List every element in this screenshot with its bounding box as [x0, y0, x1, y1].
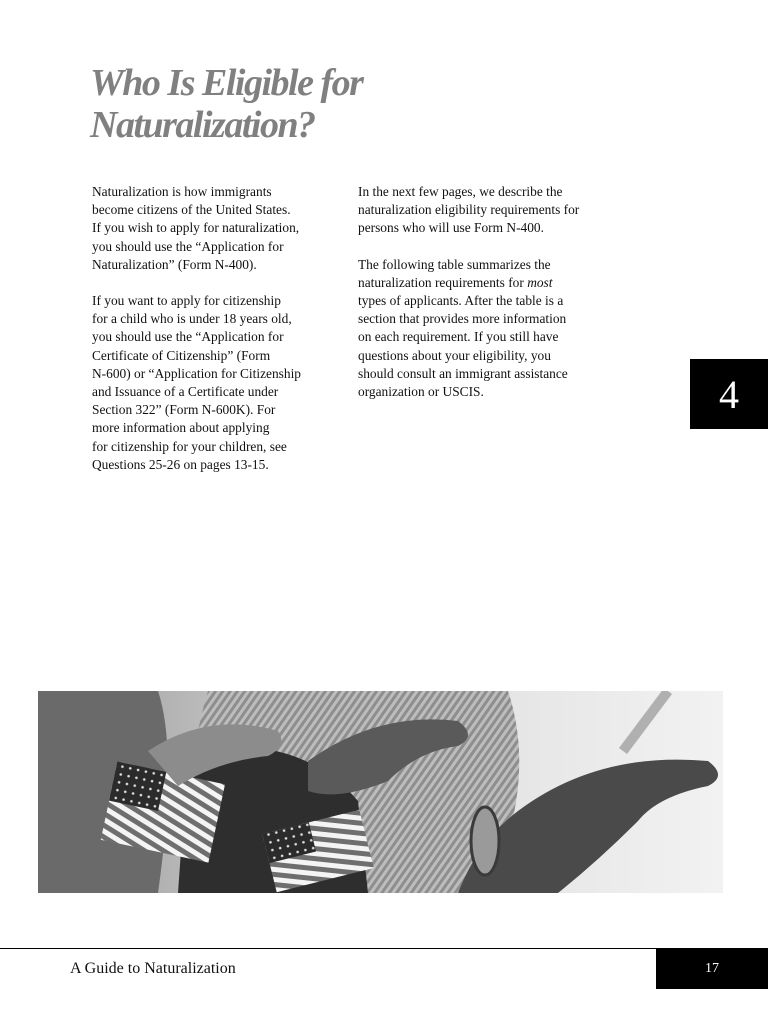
- text-line: naturalization eligibility requirements for: [358, 202, 580, 218]
- emphasis-most: most: [527, 274, 553, 290]
- text-line: should consult an immigrant assistance: [358, 365, 568, 381]
- chapter-number: 4: [719, 371, 739, 417]
- text-line: Questions 25-26 on pages 13-15.: [92, 456, 269, 472]
- text-line: Certificate of Citizenship” (Form: [92, 347, 271, 363]
- text-line: types of applicants. After the table is a: [358, 293, 564, 309]
- text-line: If you want to apply for citizenship: [92, 293, 281, 309]
- text-line: Section 322” (Form N-600K). For: [92, 402, 276, 418]
- text-line: for citizenship for your children, see: [92, 438, 287, 454]
- text-line: on each requirement. If you still have: [358, 329, 559, 345]
- text-line: Naturalization is how immigrants: [92, 184, 272, 199]
- text-line: more information about applying: [92, 420, 270, 436]
- right-paragraph-1: [358, 183, 618, 238]
- text-line: naturalization requirements for: [358, 274, 528, 290]
- text-line: you should use the “Application for: [92, 329, 284, 345]
- chapter-tab: [690, 359, 768, 429]
- text-line: organization or USCIS.: [358, 384, 484, 400]
- text-line: Naturalization” (Form N-400).: [92, 256, 257, 272]
- page-title-line-2: Naturalization?: [90, 104, 315, 146]
- text-line: N-600) or “Application for Citizenship: [92, 365, 301, 381]
- text-line: In the next few pages, we describe the: [358, 184, 563, 199]
- text-line: The following table summarizes the: [358, 256, 551, 272]
- page-title-line-1: Who Is Eligible for: [90, 62, 363, 104]
- footer-rule: [0, 948, 656, 949]
- text-line: and Issuance of a Certificate under: [92, 384, 279, 400]
- text-line: questions about your eligibility, you: [358, 347, 551, 363]
- hands-on-hearts-photo: [38, 691, 723, 893]
- left-paragraph-2: [92, 292, 352, 474]
- page-number-box: [656, 948, 768, 989]
- text-line: you should use the “Application for: [92, 238, 284, 254]
- text-line: If you wish to apply for naturalization,: [92, 220, 300, 236]
- text-line: for a child who is under 18 years old,: [92, 311, 292, 327]
- left-column: [92, 183, 352, 492]
- text-line: persons who will use Form N-400.: [358, 220, 544, 236]
- text-line: section that provides more information: [358, 311, 567, 327]
- right-column: [358, 183, 618, 419]
- footer-title: A Guide to Naturalization: [70, 960, 236, 977]
- right-paragraph-2: [358, 256, 618, 402]
- page-number: 17: [705, 960, 719, 976]
- left-paragraph-1: [92, 183, 352, 274]
- text-line: become citizens of the United States.: [92, 202, 291, 218]
- wristband: [471, 807, 499, 875]
- page-title: [90, 62, 362, 146]
